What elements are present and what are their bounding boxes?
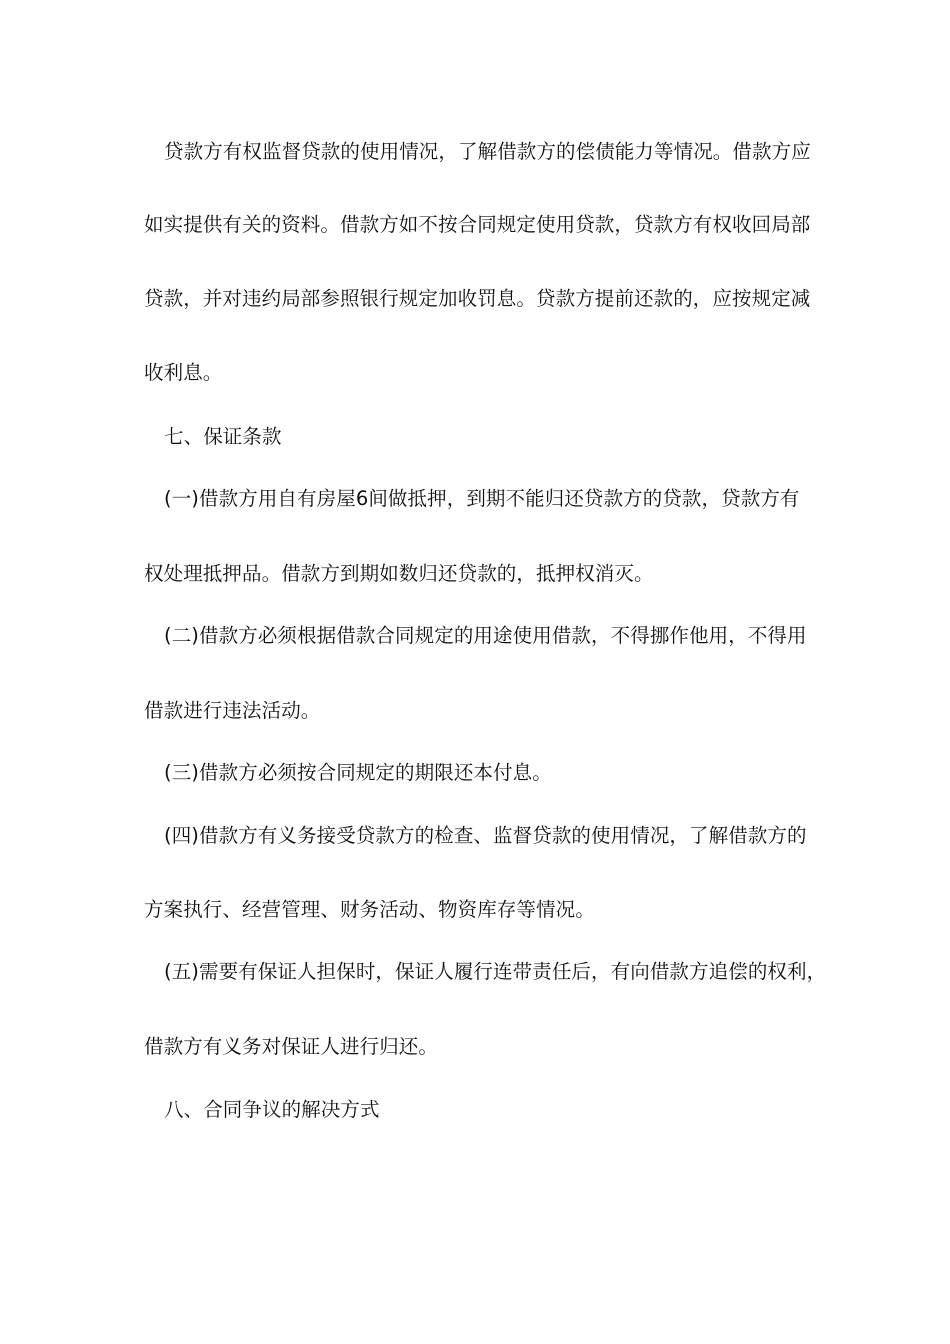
paragraph-line: (一)借款方用自有房屋6间做抵押，到期不能归还贷款方的贷款，贷款方有 <box>164 487 800 510</box>
paragraph-line: (四)借款方有义务接受贷款方的检查、监督贷款的使用情况，了解借款方的 <box>164 824 807 847</box>
paragraph-line: (三)借款方必须按合同规定的期限还本付息。 <box>164 761 552 784</box>
paragraph-line: 收利息。 <box>144 361 223 384</box>
paragraph-line: 方案执行、经营管理、财务活动、物资库存等情况。 <box>144 898 595 921</box>
paragraph-line: 借款进行违法活动。 <box>144 699 321 722</box>
section-heading-eight: 八、合同争议的解决方式 <box>164 1098 380 1121</box>
paragraph-line: 贷款方有权监督贷款的使用情况，了解借款方的偿债能力等情况。借款方应 <box>164 140 811 163</box>
paragraph-line: (二)借款方必须根据借款合同规定的用途使用借款，不得挪作他用，不得用 <box>164 624 807 647</box>
paragraph-line: 权处理抵押品。借款方到期如数归还贷款的，抵押权消灭。 <box>144 562 654 585</box>
section-heading-seven: 七、保证条款 <box>164 425 282 448</box>
paragraph-line: 贷款，并对违约局部参照银行规定加收罚息。贷款方提前还款的，应按规定减 <box>144 287 811 310</box>
paragraph-line: (五)需要有保证人担保时，保证人履行连带责任后，有向借款方追偿的权利， <box>164 960 827 983</box>
paragraph-line: 借款方有义务对保证人进行归还。 <box>144 1035 439 1058</box>
paragraph-line: 如实提供有关的资料。借款方如不按合同规定使用贷款，贷款方有权收回局部 <box>144 213 811 236</box>
